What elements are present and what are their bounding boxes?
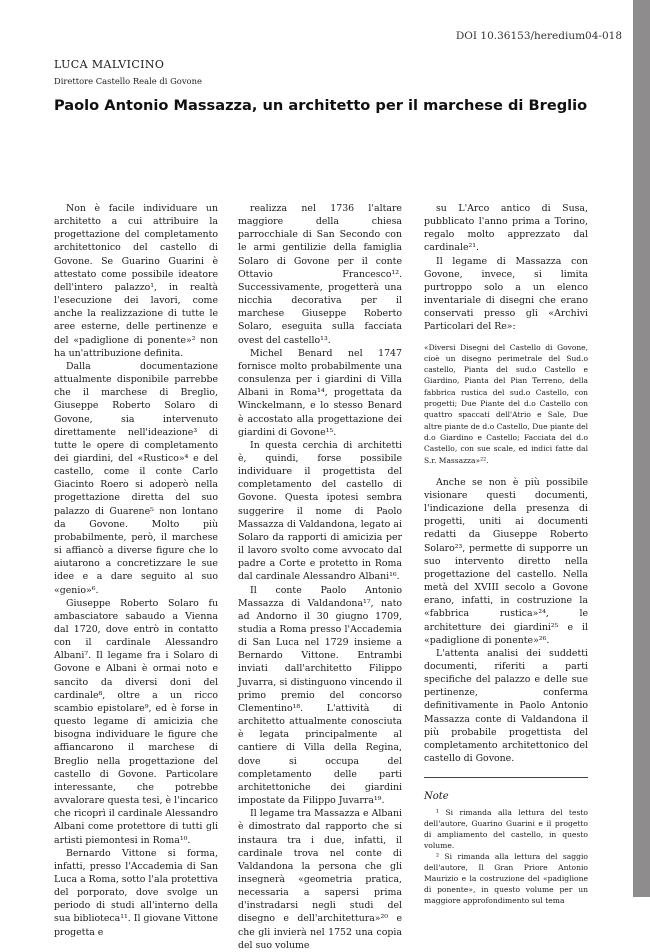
column-1 (54, 202, 218, 939)
paragraph: Il legame tra Massazza e Albani è dimostrato dal rapporto che si instaura tra i due, infatti, il cardinale trova nel conte di Valdandona la persona che gli insegnerà «geometria pratica, necessaria a sapersi prima d'instradarsi negli studi del disegno e dell'architettura»²⁰ e che gli invierà nel 1752 una copia del suo volume (238, 808, 402, 951)
notes-divider (424, 777, 588, 778)
block-quote: «Diversi Disegni del Castello di Govone, cioè un disegno perimetrale del Sud.o castello, Pianta del sud.o Castello e Giardino, Pianta del Pian Terreno, della fabbrica rustica del sud.o Castello, con progetti; Due Piante del d.o Castello con quattro spaccati dell'Atrio e Sale, Due altre piante de d.o Castello, Due piante del d.o Giardino e Castello; Facciata del d.o Castello, con sue scale, ed indici fatte dal S.r. Massazza»²². (424, 342, 588, 465)
paragraph: realizza nel 1736 l'altare maggiore della chiesa parrocchiale di San Secondo con le armi gentilizie della famiglia Solaro di Govone per il conte Ottavio Francesco¹². Successivamente, progetterà una nicchia decorativa per il marchese Giuseppe Roberto Solaro, eseguita sulla facciata ovest del castello¹³. (238, 203, 402, 346)
paragraph: Non è facile individuare un architetto a cui attribuire la progettazione del completamento architettonico del castello di Govone. Se Guarino Guarini è attestato come possibile ideatore dell'intero palazzo¹, in realtà l'esecuzione dei lavori, come anche la realizzazione di tutte le aree esterne, delle pertinenze e del «padiglione di ponente»² non ha un'attribuzione definita. (54, 203, 218, 359)
side-color-bar (633, 0, 650, 897)
paragraph: In questa cerchia di architetti è, quindi, forse possibile individuare il progettista del completamento del castello di Govone. Questa ipotesi sembra suggerire il nome di Paolo Massazza di Valdandona, legato ai Solaro da rapporti di amicizia per il lavoro svolto come avvocato dal padre a Corte e protetto in Roma dal cardinale Alessandro Albani¹⁶. (238, 439, 402, 583)
paragraph: su L'Arco antico di Susa, pubblicato l'anno prima a Torino, regalo molto apprezzato dal cardinale²¹. (424, 203, 588, 254)
paragraph: Il conte Paolo Antonio Massazza di Valdandona¹⁷, nato ad Andorno il 30 giugno 1709, studia a Roma presso l'Accademia di San Luca nel 1729 insieme a Bernardo Vittone. Entrambi inviati dall'architetto Filippo Juvarra, si distinguono vincendo il primo premio del concorso Clementino¹⁸. L'attività di architetto attualmente conosciuta è legata principalmente al cantiere di Villa della Regina, dove si occupa del completamento delle parti architettoniche dei giardini impostate da Filippo Juvarra¹⁹. (238, 584, 402, 807)
column-2 (238, 202, 402, 952)
paragraph: Giuseppe Roberto Solaro fu ambasciatore sabaudo a Vienna dal 1720, dove entrò in contatto con il cardinale Alessandro Albani⁷. Il legame fra i Solaro di Govone e Albani è ormai noto e sancito da diversi doni del cardinale⁸, oltre a un ricco scambio epistolare⁹, ed è forse in questo legame di amicizia che bisogna individuare le figure che affiancarono il marchese di Breglio nella progettazione del castello di Govone. Particolare interessante, che potrebbe avvalorare questa tesi, è l'incarico che ricoprì il cardinale Alessandro Albani come protettore di tutti gli artisti piemontesi in Roma¹⁰. (54, 597, 218, 846)
author-role: Direttore Castello Reale di Govone (54, 76, 202, 86)
author-name: LUCA MALVICINO (54, 58, 165, 71)
footnote: ¹ Si rimanda alla lettura del testo dell'autore, Guarino Guarini e il progetto di ampliamento del castello, in questo volume. (424, 808, 588, 851)
paragraph: Bernardo Vittone si forma, infatti, presso l'Accademia di San Luca a Roma, sotto l'ala protettiva del porporato, dove svolge un periodo di studi all'interno della sua biblioteca¹¹. Il giovane Vittone progetta e (54, 847, 219, 938)
paragraph: Michel Benard nel 1747 fornisce molto probabilmente una consulenza per i giardini di Villa Albani in Roma¹⁴, progettata da Winckelmann, e lo stesso Benard è accostato alla progettazione dei giardini di Govone¹⁵. (238, 347, 402, 438)
paragraph: Dalla documentazione attualmente disponibile parrebbe che il marchese di Breglio, Giuseppe Roberto Solaro di Govone, sia intervenuto direttamente nell'ideazione³ di tutte le opere di completamento dei giardini, del «Rustico»⁴ e del castello, come il conte Carlo Giacinto Roero si adoperò nella progettazione diretta del suo palazzo di Guarene⁵ non lontano da Govone. Molto più probabilmente, però, il marchese si affiancò a diverse figure che lo aiutarono a concretizzare le sue idee e a dare seguito al suo «genio»⁶. (54, 360, 218, 596)
footnote: ² Si rimanda alla lettura del saggio dell'autore, Il Gran Priore Antonio Maurizio e la costruzione del «padiglione di ponente», in questo volume per un maggiore approfondimento sul tema (424, 852, 588, 906)
paragraph: L'attenta analisi dei suddetti documenti, riferiti a parti specifiche del palazzo e delle sue pertinenze, conferma definitivamente in Paolo Antonio Massazza conte di Valdandona il più probabile progettista del completamento architettonico del castello di Govone. (424, 647, 588, 765)
paragraph: Anche se non è più possibile visionare questi documenti, l'indicazione della presenza di progetti, uniti ai documenti redatti da Giuseppe Roberto Solaro²³, permette di supporre un suo intervento diretto nella progettazione del castello. Nella metà del XVIII secolo a Govone erano, infatti, in costruzione la «fabbrica rustica»²⁴, le architetture dei giardini²⁵ e il «padiglione di ponente»²⁶. (424, 476, 588, 646)
notes-heading: Note (424, 791, 449, 803)
paragraph: Il legame di Massazza con Govone, invece, si limita purtroppo solo a un elenco inventariale di disegni che erano conservati presso gli «Archivi Particolari del Re»: (424, 255, 588, 333)
column-3 (424, 202, 588, 906)
doi-label: DOI 10.36153/heredium04-018 (455, 30, 622, 42)
article-title: Paolo Antonio Massazza, un architetto per il marchese di Breglio (54, 97, 588, 114)
